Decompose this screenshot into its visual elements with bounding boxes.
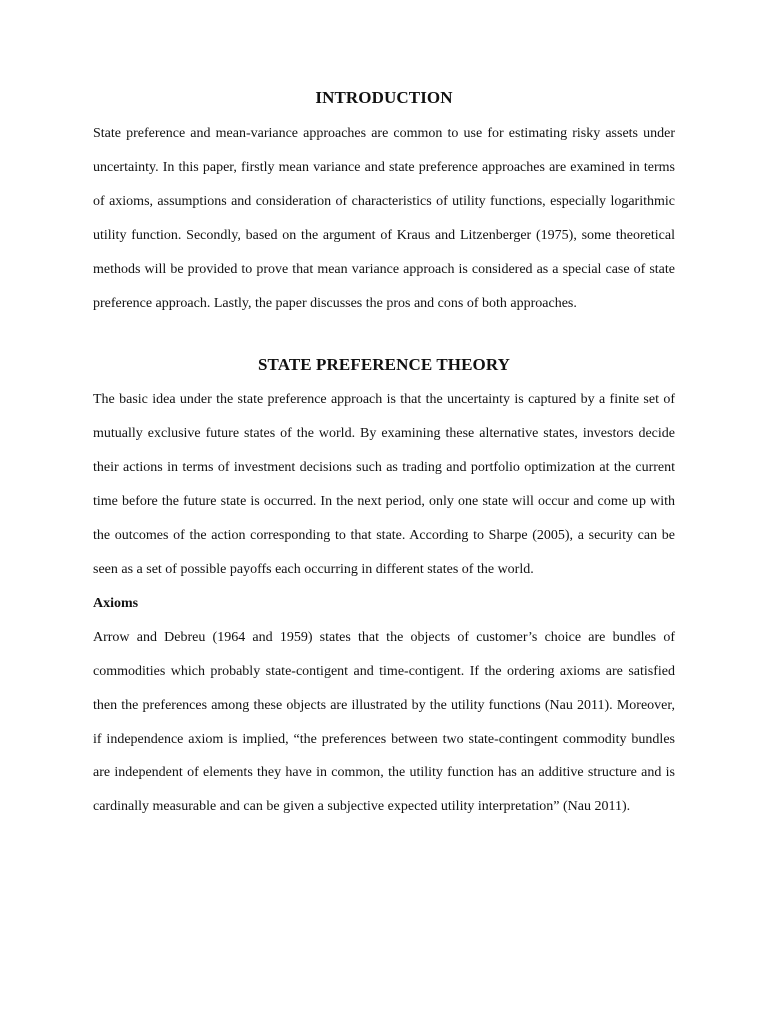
introduction-paragraph: State preference and mean-variance approaches are common to use for estimating risky assets under uncertainty. In this paper, firstly mean variance and state preference approaches are examined in terms of axioms, assumptions and consideration of characteristics of utility functions, especially logarithmic utility function. Secondly, based on the argument of Kraus and Litzenberger (1975), some theoretical methods will be provided to prove that mean variance approach is considered as a special case of state preference approach. Lastly, the paper discusses the pros and cons of both approaches. [93, 126, 675, 311]
axioms-heading: Axioms [93, 595, 139, 611]
introduction-heading: INTRODUCTION [315, 88, 453, 107]
axioms-paragraph: Arrow and Debreu (1964 and 1959) states that the objects of customer’s choice are bundles of commodities which probably state-contigent and time-contigent. If the ordering axioms are satisfied then the preferences among these objects are illustrated by the utility functions (Nau 2011). Moreover, if independence axiom is implied, “the preferences between two state-contingent commodity bundles are independent of elements they have in common, the utility function has an additive structure and is cardinally measurable and can be given a subjective expected utility interpretation” (Nau 2011). [93, 629, 675, 815]
state-preference-theory-heading: STATE PREFERENCE THEORY [257, 355, 511, 375]
document-page [93, 84, 675, 824]
state-preference-theory-paragraph: The basic idea under the state preference approach is that the uncertainty is captured by a finite set of mutually exclusive future states of the world. By examining these alternative states, investors decide their actions in terms of investment decisions such as trading and portfolio optimization at the current time before the future state is occurred. In the next period, only one state will occur and come up with the outcomes of the action corresponding to that state. According to Sharpe (2005), a security can be seen as a set of possible payoffs each occurring in different states of the world. [93, 392, 675, 577]
